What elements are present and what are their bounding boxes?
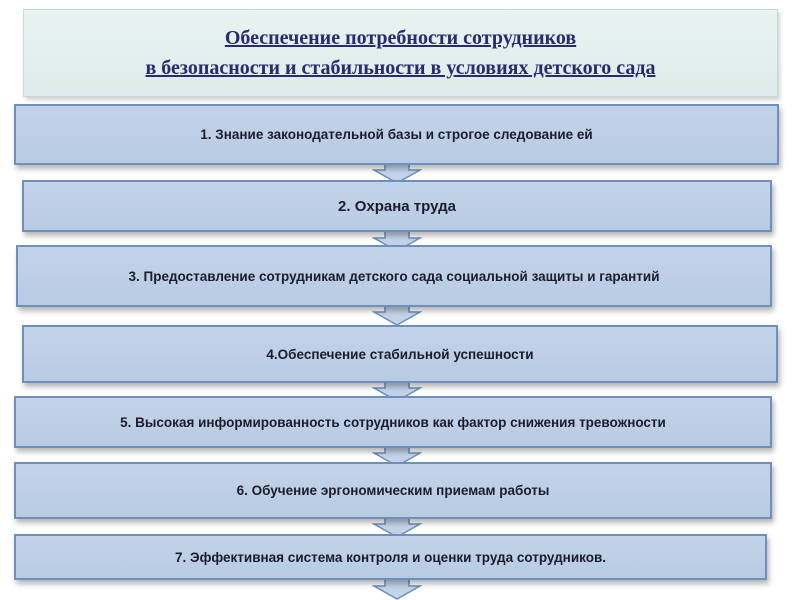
step-4-box <box>22 325 778 383</box>
step-7-box <box>14 534 767 580</box>
step-4-label: 4.Обеспечение стабильной успешности <box>266 346 534 362</box>
step-6-label: 6. Обучение эргономическим приемам работы <box>236 483 550 498</box>
step-3-box <box>16 245 772 307</box>
step-5-label: 5. Высокая информированность сотрудников как фактор снижения тревожности <box>120 414 666 430</box>
step-5-box <box>14 396 772 448</box>
step-6-box <box>14 462 772 519</box>
step-7-label: 7. Эффективная система контроля и оценки труда сотрудников. <box>174 549 606 565</box>
step-3-label: 3. Предоставление сотрудникам детского сада социальной защиты и гарантий <box>128 268 660 284</box>
title-box <box>23 9 778 97</box>
step-2-label: 2. Охрана труда <box>338 197 456 215</box>
title-line-2: в безопасности и стабильности в условиях детского сада <box>145 57 656 79</box>
step-1-box <box>14 104 779 165</box>
step-1-label: 1. Знание законодательной базы и строгое следование ей <box>200 127 593 142</box>
step-2-box <box>22 180 772 232</box>
title-line-1: Обеспечение потребности сотрудников <box>224 27 577 49</box>
